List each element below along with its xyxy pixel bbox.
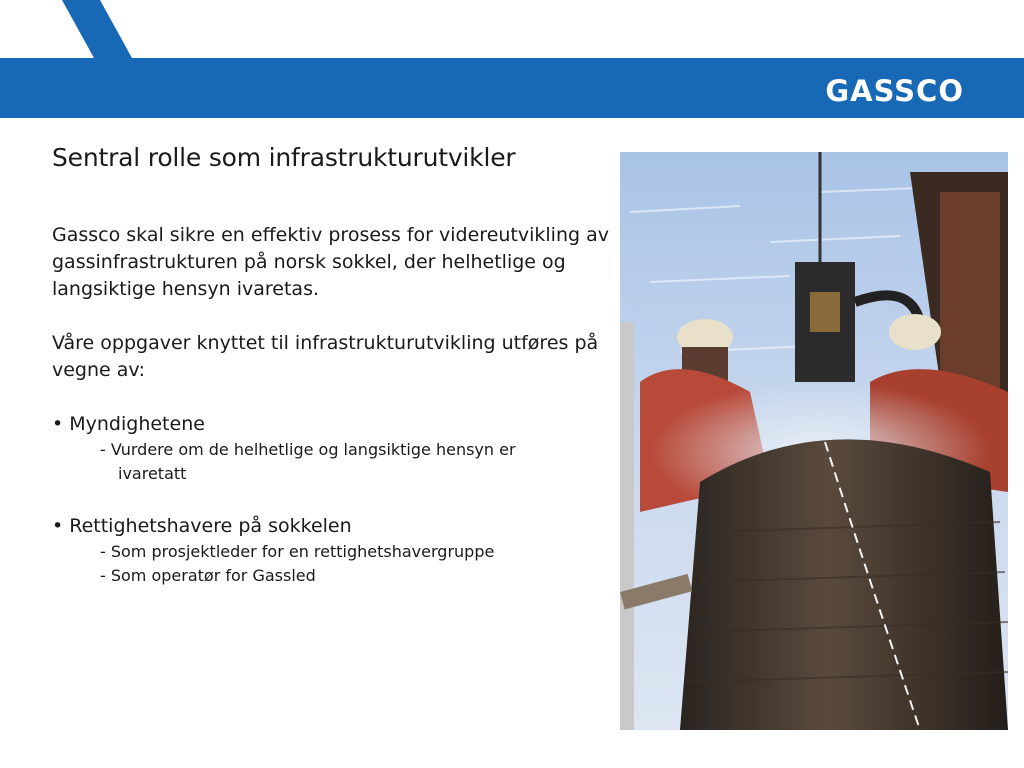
gassco-logo: GASSCO — [825, 74, 964, 108]
sub-item: - Som prosjektleder for en rettighetshavergruppe — [100, 542, 495, 561]
tasks-paragraph: Våre oppgaver knyttet til infrastrukturutvikling utføres på vegne av: — [52, 332, 599, 381]
sub-item-continued: ivaretatt — [118, 464, 187, 483]
slide-body — [52, 222, 612, 588]
bullet-myndighetene: • Myndighetene — [52, 413, 205, 435]
slide-title: Sentral rolle som infrastrukturutvikler — [52, 143, 516, 172]
bullet-rettighetshavere: • Rettighetshavere på sokkelen — [52, 515, 352, 537]
sub-item: - Som operatør for Gassled — [100, 566, 316, 585]
intro-paragraph: Gassco skal sikre en effektiv prosess for videreutvikling av gassinfrastrukturen på norsk sokkel, der helhetlige og langsiktige hensyn ivaretas. — [52, 224, 609, 300]
chevron-blue — [62, 0, 132, 58]
sub-item: - Vurdere om de helhetlige og langsiktige hensyn er — [100, 440, 516, 459]
photo-illustration — [620, 152, 1008, 730]
pipeline-workers-photo — [620, 152, 1008, 730]
